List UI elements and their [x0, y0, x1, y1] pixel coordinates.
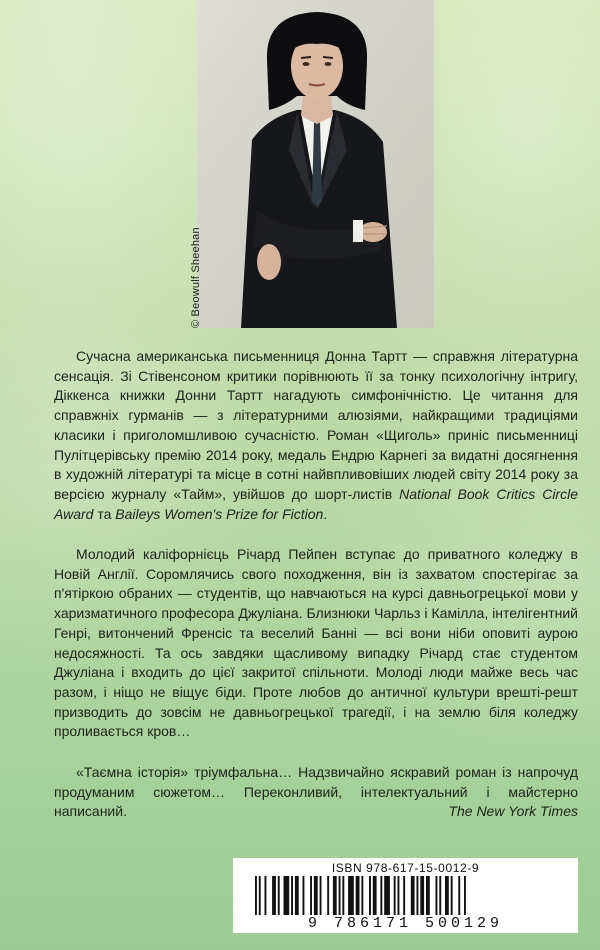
author-photo	[197, 0, 434, 328]
isbn-barcode	[233, 858, 578, 933]
author-bio-paragraph	[54, 347, 578, 524]
photo-credit: © Beowulf Sheehan	[190, 227, 202, 328]
author-portrait-illustration	[197, 0, 434, 328]
bio-text-part1: Сучасна американська письменниця Донна Тартт — справжня літературна сенсація. Зі Стівенсоном критики порівнюють її за тонку психологічну інтригу, Діккенса книжки Донни Тартт нагадують симфонічністю. Це читання для справжніх гурманів — з літературними алюзіями, найкращими традиціями класики і приголомшливою сучасністю. Роман «Щиголь» приніс письменниці Пулітцерівську премію 2014 року, медаль Ендрю Карнегі за видатні досягнення в художній літературі та місце в сотні найвпливовіших людей світу 2014 року за версією журналу «Тайм», увійшов до шорт-листів	[54, 348, 578, 502]
award-nbcc: National Book Critics Circle Award	[54, 485, 578, 522]
plot-summary-paragraph: Молодий каліфорнієць Річард Пейпен вступає до приватного коледжу в Новій Англії. Соромлячись свого походження, він із захватом спостерігає за п'ятіркою обраних — студентів, що навчаються на курсі давньогрецької мови у харизматичного професора Джуліана. Близнюки Чарльз і Камілла, інтелігентний Генрі, витончений Френсіс та веселий Банні — всі вони ніби оповиті аурою недосяжності. Та ось завдяки щасливому випадку Річард стає студентом Джуліана і входить до цієї закритої спільноти. Молоді люди майже весь час разом, і ніщо не віщує біди. Проте любов до античної культури врешті-решт призводить до зовсім не давньогрецької трагедії, і на землю біля коледжу проливається кров…	[54, 546, 578, 740]
bio-text-part3: .	[323, 505, 328, 522]
bio-text-part2: та	[93, 505, 116, 522]
isbn-label: ISBN 978-617-15-0012-9	[331, 861, 480, 875]
quote-source: The New York Times	[448, 803, 578, 819]
award-baileys: Baileys Women's Prize for Fiction	[115, 505, 324, 522]
review-quote: «Таємна історія» тріумфальна… Надзвичайно яскравий роман із напрочуд продуманим сюжетом… Переконливий, інтелектуальний і майстерно написаний.	[54, 764, 578, 820]
ean-digits: 9 786171 500129	[233, 915, 578, 932]
